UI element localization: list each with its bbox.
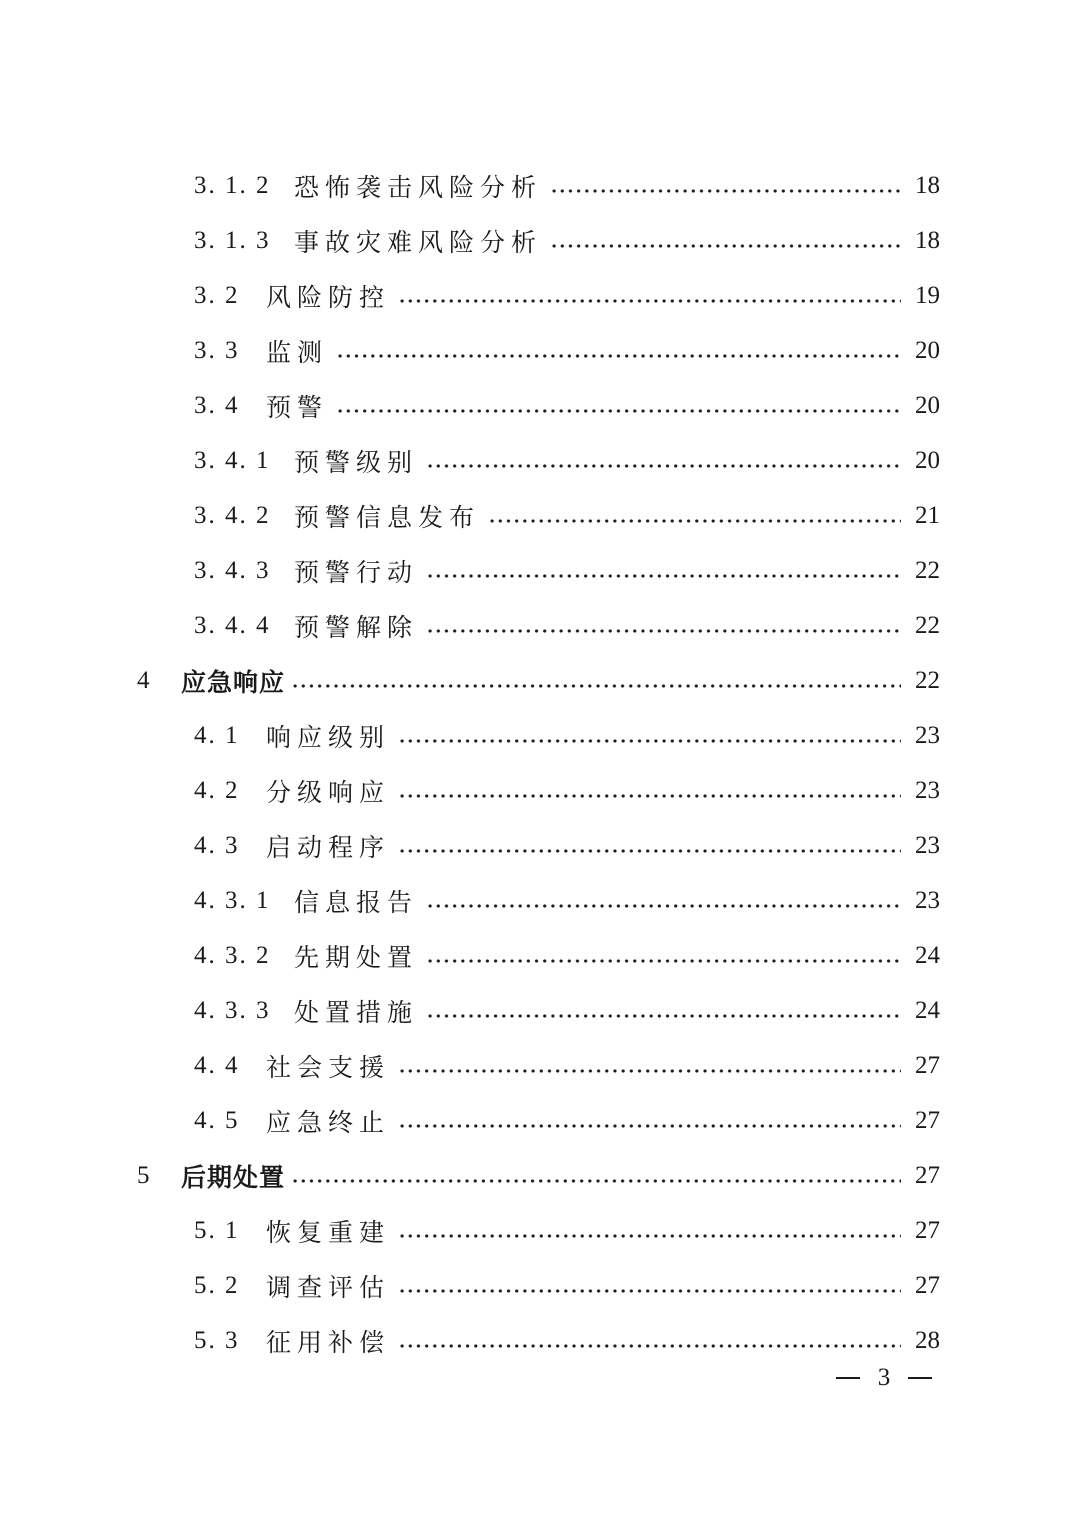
dot-leader <box>426 451 901 471</box>
dot-leader <box>398 286 901 306</box>
entry-title: 事故灾难风险分析 <box>294 227 543 257</box>
entry-page-number: 27 <box>915 1161 940 1189</box>
entry-page-number: 28 <box>915 1326 940 1354</box>
entry-page-number: 20 <box>915 446 940 474</box>
toc-entry[interactable] <box>0 433 1080 488</box>
entry-title: 监测 <box>266 337 329 367</box>
entry-title: 应急终止 <box>266 1107 391 1137</box>
entry-title: 启动程序 <box>266 832 391 862</box>
toc-entry[interactable] <box>0 268 1080 323</box>
toc-entry[interactable] <box>0 708 1080 763</box>
entry-number: 5. 3 <box>194 1326 240 1354</box>
entry-title: 处置措施 <box>294 997 419 1027</box>
toc-entry[interactable] <box>0 928 1080 983</box>
dot-leader <box>398 726 901 746</box>
entry-title: 预警信息发布 <box>294 502 481 532</box>
entry-title: 信息报告 <box>294 887 419 917</box>
dot-leader <box>550 231 901 251</box>
entry-page-number: 23 <box>915 776 940 804</box>
dot-leader <box>398 836 901 856</box>
entry-number: 3. 1. 3 <box>194 226 271 254</box>
entry-page-number: 22 <box>915 611 940 639</box>
entry-number: 4. 4 <box>194 1051 240 1079</box>
footer-page-number: 3 <box>877 1364 891 1391</box>
entry-number: 3. 4. 3 <box>194 556 271 584</box>
toc-entry[interactable] <box>0 818 1080 873</box>
dot-leader <box>398 1056 901 1076</box>
table-of-contents <box>0 158 1080 1368</box>
entry-page-number: 23 <box>915 721 940 749</box>
dot-leader <box>426 616 901 636</box>
dot-leader <box>426 891 901 911</box>
entry-title: 预警行动 <box>294 557 419 587</box>
entry-page-number: 20 <box>915 391 940 419</box>
entry-page-number: 22 <box>915 666 940 694</box>
entry-page-number: 18 <box>915 226 940 254</box>
entry-number: 5. 2 <box>194 1271 240 1299</box>
footer-dash-right <box>908 1377 932 1379</box>
entry-title: 预警级别 <box>294 447 419 477</box>
toc-entry[interactable] <box>0 158 1080 213</box>
entry-page-number: 27 <box>915 1271 940 1299</box>
entry-title: 恢复重建 <box>266 1217 391 1247</box>
toc-entry[interactable] <box>0 598 1080 653</box>
toc-entry[interactable] <box>0 763 1080 818</box>
dot-leader <box>291 671 901 691</box>
entry-title: 先期处置 <box>294 942 419 972</box>
entry-number: 3. 1. 2 <box>194 171 271 199</box>
toc-chapter-entry[interactable] <box>0 653 1080 708</box>
entry-number: 4. 2 <box>194 776 240 804</box>
toc-entry[interactable] <box>0 378 1080 433</box>
chapter-title: 应急响应 <box>181 667 286 697</box>
toc-chapter-entry[interactable] <box>0 1148 1080 1203</box>
toc-entry[interactable] <box>0 543 1080 598</box>
entry-number: 4. 5 <box>194 1106 240 1134</box>
entry-title: 响应级别 <box>266 722 391 752</box>
entry-number: 4. 3. 2 <box>194 941 271 969</box>
toc-entry[interactable] <box>0 983 1080 1038</box>
dot-leader <box>336 396 901 416</box>
dot-leader <box>398 1221 901 1241</box>
entry-number: 4. 3 <box>194 831 240 859</box>
dot-leader <box>398 1111 901 1131</box>
entry-title: 恐怖袭击风险分析 <box>294 172 543 202</box>
entry-number: 4. 3. 1 <box>194 886 271 914</box>
toc-entry[interactable] <box>0 488 1080 543</box>
dot-leader <box>291 1166 901 1186</box>
entry-number: 3. 4 <box>194 391 240 419</box>
entry-page-number: 27 <box>915 1216 940 1244</box>
entry-number: 5. 1 <box>194 1216 240 1244</box>
entry-number: 3. 3 <box>194 336 240 364</box>
dot-leader <box>398 1331 901 1351</box>
chapter-number: 4 <box>137 666 152 694</box>
entry-title: 风险防控 <box>266 282 391 312</box>
entry-title: 预警解除 <box>294 612 419 642</box>
entry-page-number: 24 <box>915 941 940 969</box>
dot-leader <box>426 1001 901 1021</box>
entry-number: 4. 3. 3 <box>194 996 271 1024</box>
entry-number: 3. 4. 4 <box>194 611 271 639</box>
entry-page-number: 21 <box>915 501 940 529</box>
entry-number: 3. 2 <box>194 281 240 309</box>
entry-page-number: 22 <box>915 556 940 584</box>
chapter-title: 后期处置 <box>181 1162 286 1192</box>
entry-page-number: 18 <box>915 171 940 199</box>
entry-title: 分级响应 <box>266 777 391 807</box>
entry-page-number: 23 <box>915 831 940 859</box>
footer-dash-left <box>836 1377 860 1379</box>
toc-entry[interactable] <box>0 1203 1080 1258</box>
dot-leader <box>398 781 901 801</box>
entry-title: 预警 <box>266 392 329 422</box>
toc-entry[interactable] <box>0 1093 1080 1148</box>
toc-entry[interactable] <box>0 1258 1080 1313</box>
toc-entry[interactable] <box>0 1038 1080 1093</box>
entry-page-number: 24 <box>915 996 940 1024</box>
entry-page-number: 23 <box>915 886 940 914</box>
entry-number: 4. 1 <box>194 721 240 749</box>
dot-leader <box>336 341 901 361</box>
entry-title: 社会支援 <box>266 1052 391 1082</box>
dot-leader <box>398 1276 901 1296</box>
entry-page-number: 19 <box>915 281 940 309</box>
entry-title: 征用补偿 <box>266 1327 391 1357</box>
dot-leader <box>488 506 901 526</box>
dot-leader <box>550 176 901 196</box>
entry-number: 3. 4. 1 <box>194 446 271 474</box>
entry-page-number: 27 <box>915 1106 940 1134</box>
entry-page-number: 27 <box>915 1051 940 1079</box>
dot-leader <box>426 561 901 581</box>
dot-leader <box>426 946 901 966</box>
entry-number: 3. 4. 2 <box>194 501 271 529</box>
chapter-number: 5 <box>137 1161 152 1189</box>
toc-entry[interactable] <box>0 213 1080 268</box>
entry-title: 调查评估 <box>266 1272 391 1302</box>
entry-page-number: 20 <box>915 336 940 364</box>
toc-entry[interactable] <box>0 873 1080 928</box>
toc-entry[interactable] <box>0 323 1080 378</box>
page-footer <box>836 1358 932 1398</box>
